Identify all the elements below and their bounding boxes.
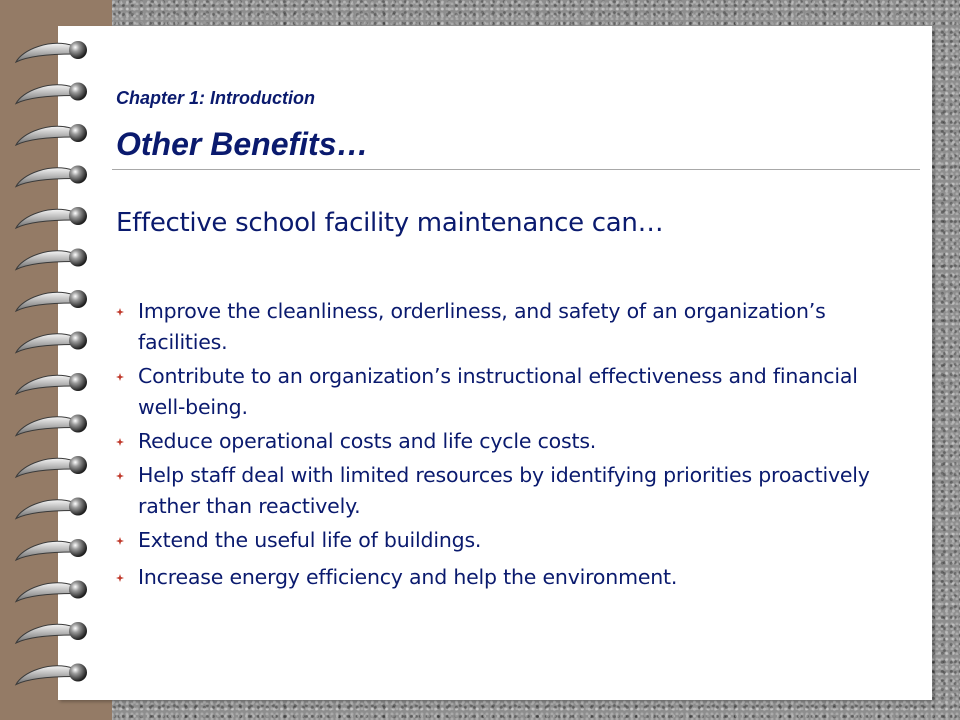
- spiral-ring-icon: [16, 622, 87, 643]
- diamond-bullet-icon: [116, 574, 124, 582]
- list-item-text: Reduce operational costs and life cycle costs.: [138, 429, 597, 453]
- list-item: [112, 460, 902, 522]
- list-item-text: Increase energy efficiency and help the environment.: [138, 565, 678, 589]
- spiral-ring-icon: [16, 498, 87, 519]
- spiral-ring-icon: [16, 415, 87, 436]
- spiral-ring-icon: [16, 249, 87, 270]
- spiral-ring-icon: [16, 166, 87, 187]
- list-item-text: Contribute to an organization’s instructional effectiveness and financial well-being.: [138, 364, 858, 419]
- list-item-text: Extend the useful life of buildings.: [138, 528, 482, 552]
- spiral-ring-icon: [16, 290, 87, 311]
- diamond-bullet-icon: [116, 472, 124, 480]
- spiral-ring-icon: [16, 373, 87, 394]
- list-item: [112, 562, 902, 593]
- spiral-ring-icon: [16, 581, 87, 602]
- title-divider: [112, 169, 920, 170]
- spiral-ring-icon: [16, 124, 87, 145]
- list-item-text: Improve the cleanliness, orderliness, and safety of an organization’s facilities.: [138, 299, 826, 354]
- list-item: [112, 426, 902, 457]
- diamond-bullet-icon: [116, 537, 124, 545]
- intro-text: Effective school facility maintenance can…: [116, 208, 664, 238]
- list-item: [112, 361, 902, 423]
- spiral-ring-icon: [16, 539, 87, 560]
- benefit-list: [112, 296, 902, 596]
- list-item: [112, 525, 902, 556]
- list-item-text: Help staff deal with limited resources by identifying priorities proactively rather than reactively.: [138, 463, 870, 518]
- list-item: [112, 296, 902, 358]
- diamond-bullet-icon: [116, 373, 124, 381]
- spiral-ring-icon: [16, 41, 87, 62]
- spiral-ring-icon: [16, 456, 87, 477]
- chapter-heading: Chapter 1: Introduction: [116, 88, 315, 108]
- spiral-ring-icon: [16, 664, 87, 685]
- spiral-ring-icon: [16, 83, 87, 104]
- diamond-bullet-icon: [116, 308, 124, 316]
- spiral-ring-icon: [16, 332, 87, 353]
- slide-title: Other Benefits…: [116, 126, 369, 162]
- spiral-binding: [0, 0, 110, 720]
- spiral-ring-icon: [16, 207, 87, 228]
- diamond-bullet-icon: [116, 438, 124, 446]
